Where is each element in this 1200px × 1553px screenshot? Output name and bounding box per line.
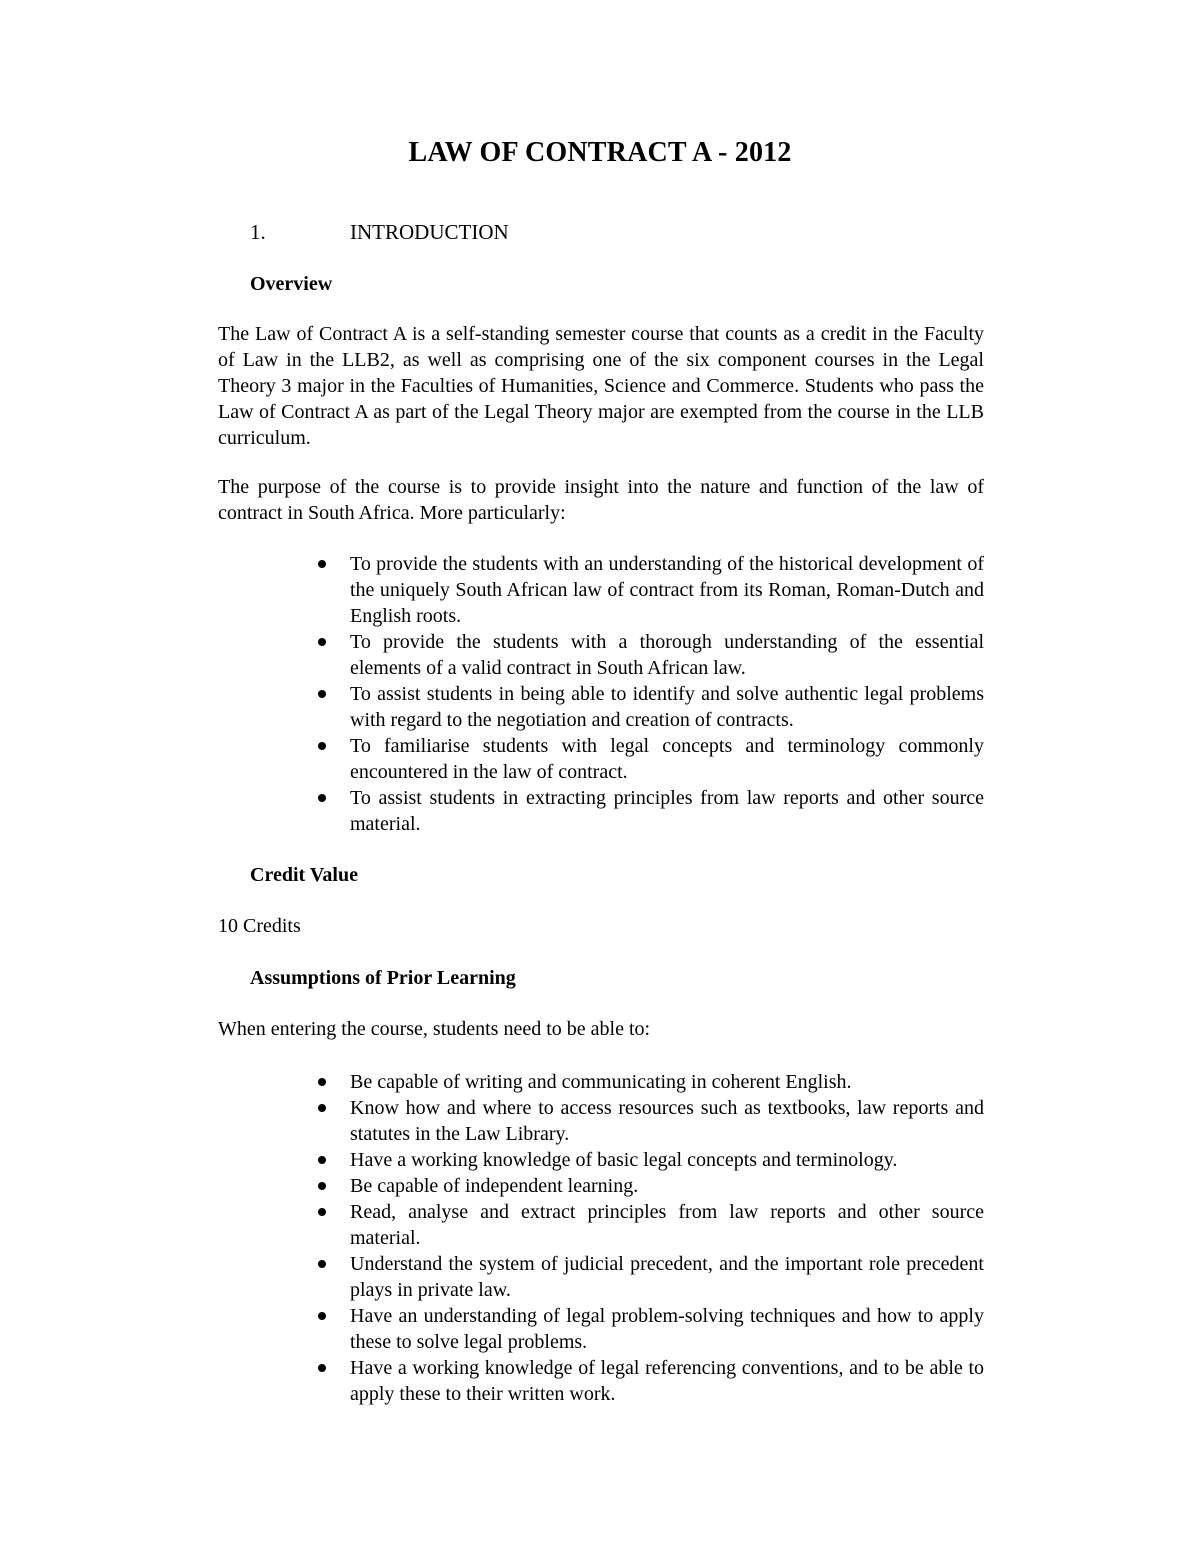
list-item-text: Have an understanding of legal problem-solving techniques and how to apply these to solve legal problems. bbox=[350, 1305, 984, 1353]
credit-value-heading: Credit Value bbox=[250, 864, 358, 886]
overview-paragraph: The Law of Contract A is a self-standing semester course that counts as a credit in the Faculty of Law in the LLB2, as well as comprising one of the six component courses in the Legal Theory 3 major in the Faculties of Humanities, Science and Commerce. Students who pass the Law of Contract A as part of the Legal Theory major are exempted from the course in the LLB curriculum. bbox=[218, 323, 984, 449]
list-item-text: Know how and where to access resources such as textbooks, law reports and statutes in the Law Library. bbox=[350, 1097, 984, 1145]
list-item-text: To provide the students with an understanding of the historical development of the uniquely South African law of contract from its Roman, Roman-Dutch and English roots. bbox=[350, 553, 984, 627]
prior-learning-list bbox=[318, 1069, 984, 1407]
list-item-text: Read, analyse and extract principles from law reports and other source material. bbox=[350, 1201, 984, 1249]
list-item bbox=[318, 551, 984, 629]
section-title: INTRODUCTION bbox=[350, 220, 509, 244]
bullet-icon bbox=[318, 1312, 326, 1320]
bullet-icon bbox=[318, 1182, 326, 1190]
bullet-icon bbox=[318, 742, 326, 750]
bullet-icon bbox=[318, 1364, 326, 1372]
list-item bbox=[318, 785, 984, 837]
bullet-icon bbox=[318, 1104, 326, 1112]
list-item bbox=[318, 1251, 984, 1303]
document-title: LAW OF CONTRACT A - 2012 bbox=[408, 137, 792, 168]
bullet-icon bbox=[318, 1078, 326, 1086]
list-item-text: To assist students in being able to identify and solve authentic legal problems with regard to the negotiation and creation of contracts. bbox=[350, 683, 984, 731]
purpose-paragraph: The purpose of the course is to provide insight into the nature and function of the law of contract in South Africa. More particularly: bbox=[218, 476, 984, 524]
list-item bbox=[318, 1303, 984, 1355]
list-item bbox=[318, 1147, 984, 1173]
credit-value-text: 10 Credits bbox=[218, 915, 301, 937]
purpose-list bbox=[318, 551, 984, 837]
bullet-icon bbox=[318, 1156, 326, 1164]
list-item-text: To familiarise students with legal concepts and terminology commonly encountered in the law of contract. bbox=[350, 735, 984, 783]
list-item bbox=[318, 733, 984, 785]
bullet-icon bbox=[318, 690, 326, 698]
overview-heading: Overview bbox=[250, 273, 333, 295]
list-item-text: Understand the system of judicial precedent, and the important role precedent plays in private law. bbox=[350, 1253, 984, 1301]
prior-learning-heading: Assumptions of Prior Learning bbox=[250, 967, 516, 989]
list-item bbox=[318, 629, 984, 681]
list-item bbox=[318, 1173, 984, 1199]
list-item-text: Have a working knowledge of basic legal concepts and terminology. bbox=[350, 1149, 898, 1171]
bullet-icon bbox=[318, 794, 326, 802]
list-item bbox=[318, 1095, 984, 1147]
list-item bbox=[318, 1355, 984, 1407]
list-item bbox=[318, 681, 984, 733]
section-number: 1. bbox=[250, 220, 266, 244]
bullet-icon bbox=[318, 1208, 326, 1216]
bullet-icon bbox=[318, 1260, 326, 1268]
section-heading bbox=[250, 218, 509, 246]
prior-learning-intro: When entering the course, students need to be able to: bbox=[218, 1018, 651, 1040]
list-item-text: Have a working knowledge of legal referencing conventions, and to be able to apply these to their written work. bbox=[350, 1357, 984, 1405]
bullet-icon bbox=[318, 638, 326, 646]
list-item-text: Be capable of writing and communicating in coherent English. bbox=[350, 1071, 852, 1093]
list-item-text: To assist students in extracting principles from law reports and other source material. bbox=[350, 787, 984, 835]
list-item-text: Be capable of independent learning. bbox=[350, 1175, 639, 1197]
list-item bbox=[318, 1199, 984, 1251]
list-item bbox=[318, 1069, 984, 1095]
bullet-icon bbox=[318, 560, 326, 568]
list-item-text: To provide the students with a thorough understanding of the essential elements of a valid contract in South African law. bbox=[350, 631, 984, 679]
